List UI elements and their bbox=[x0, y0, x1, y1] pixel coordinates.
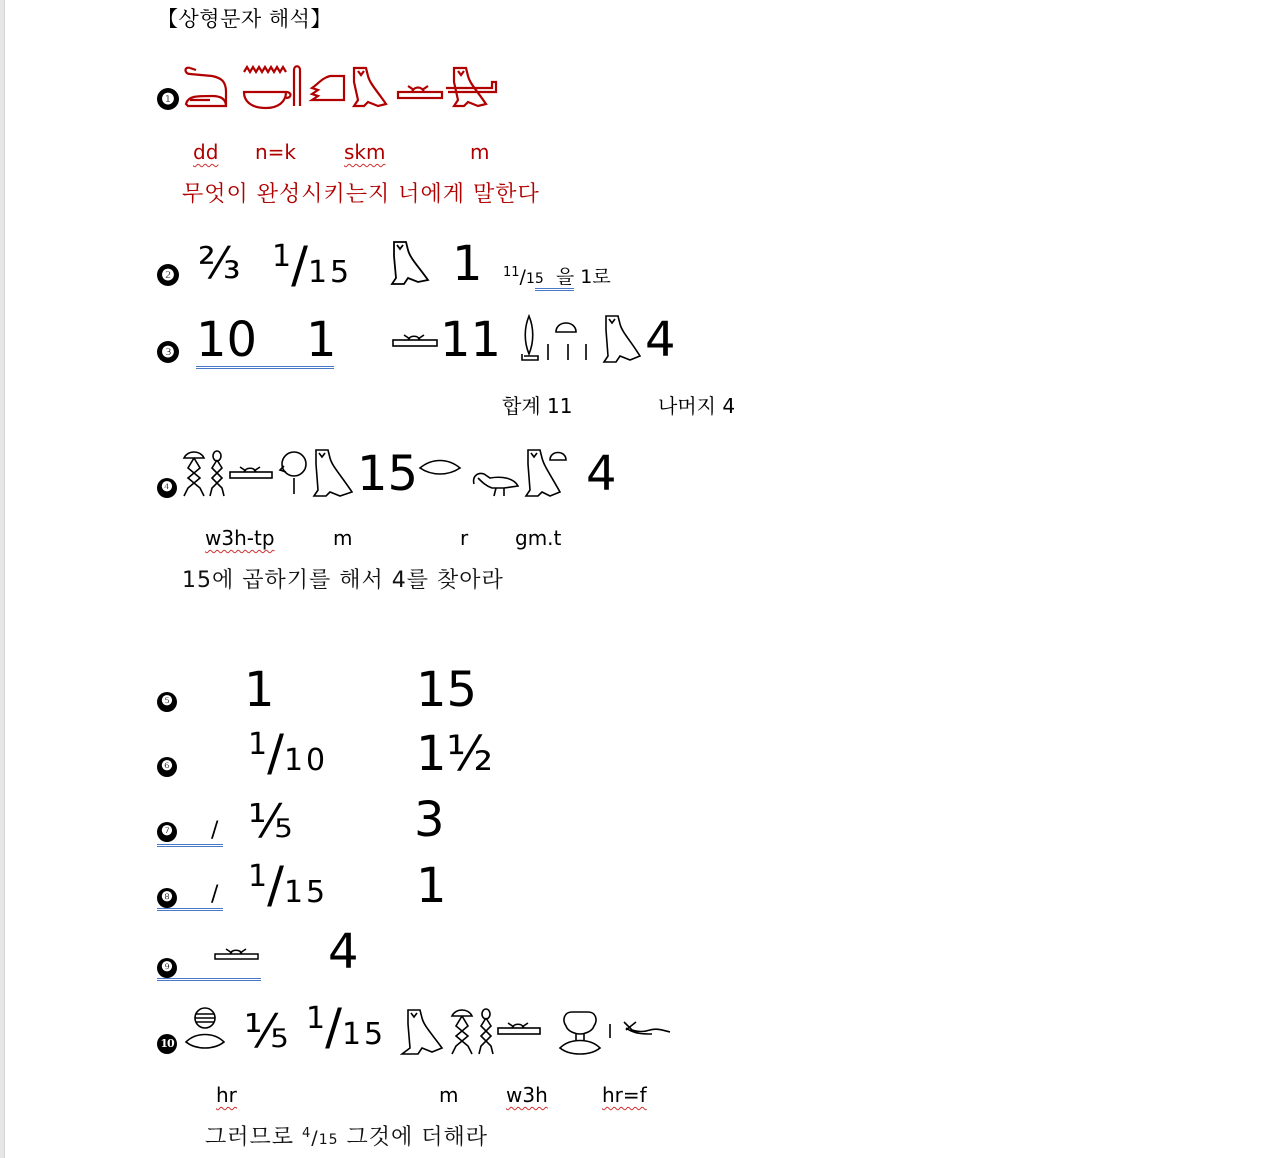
line-10-frac-b: 1/15 bbox=[306, 998, 387, 1056]
owl-glyph-icon bbox=[314, 450, 352, 496]
row-8-check-mark: / bbox=[211, 882, 219, 907]
owl-glyph-icon bbox=[388, 238, 434, 286]
water-glyph-icon bbox=[244, 67, 286, 72]
line-3-sandbar bbox=[392, 332, 438, 348]
mouth-glyph-icon bbox=[420, 461, 460, 475]
line-4-value-4: 4 bbox=[586, 446, 617, 502]
head-glyph-icon bbox=[280, 452, 306, 494]
face-glyph-icon bbox=[560, 1012, 600, 1054]
row-7-marker bbox=[157, 820, 223, 847]
line-1-translit-2: n=k bbox=[255, 140, 297, 164]
line-4-value-15: 15 bbox=[357, 446, 419, 502]
page-left-edge bbox=[0, 0, 5, 1158]
line-10-glyph-a bbox=[182, 1006, 226, 1054]
circled-number-3: ❸ bbox=[157, 341, 179, 363]
line-10-glyphs bbox=[400, 1008, 672, 1058]
line-3-label-sum: 합계 11 bbox=[502, 394, 573, 418]
line-2-one: 1 bbox=[452, 236, 483, 292]
twisted-flax-glyph-icon bbox=[479, 1009, 493, 1054]
line-2-number bbox=[157, 264, 179, 286]
line-10-translit-1: hr bbox=[216, 1083, 237, 1107]
row-7-right: 3 bbox=[414, 792, 445, 848]
circled-number-7: ❼ bbox=[157, 822, 177, 842]
line-3-number bbox=[157, 341, 179, 363]
line-4-translit-4: gm.t bbox=[515, 526, 562, 550]
row-6-right: 1½ bbox=[416, 726, 494, 782]
twisted-flax-glyph-icon bbox=[210, 451, 224, 496]
face-sun-glyph-icon bbox=[182, 1006, 226, 1054]
basket-glyph-icon bbox=[244, 92, 291, 108]
owl-glyph-icon bbox=[402, 1010, 442, 1054]
line-1-number bbox=[157, 88, 179, 110]
line-10-translit-4: hr=f bbox=[602, 1083, 647, 1107]
sandbar-glyph-icon bbox=[214, 946, 260, 962]
line-4-translit-2: m bbox=[333, 526, 353, 550]
hand-glyph-icon bbox=[186, 96, 226, 106]
line-10-translit-3: w3h bbox=[506, 1083, 548, 1107]
document-title: 【상형문자 해석】 bbox=[157, 7, 332, 31]
line-4-number bbox=[157, 476, 177, 498]
reed-leaf-glyph-icon bbox=[522, 316, 538, 360]
line-3-glyphs bbox=[520, 314, 650, 366]
row-9-right: 4 bbox=[328, 924, 359, 980]
line-4-translit-3: r bbox=[460, 526, 469, 550]
line-1-translit-1: dd bbox=[193, 140, 219, 164]
circled-number-8: ❽ bbox=[157, 888, 177, 908]
line-2-fraction: 1/15 bbox=[272, 236, 353, 294]
line-3-values: 10 1 bbox=[196, 312, 337, 368]
row-5-right: 15 bbox=[416, 662, 478, 718]
line-2-two-thirds: ⅔ bbox=[198, 238, 241, 289]
twisted-flax-glyph-icon bbox=[452, 1010, 472, 1054]
line-4-translit-1: w3h-tp bbox=[205, 526, 275, 550]
line-2-note: $^{11}$/15 을 1로 bbox=[503, 262, 611, 289]
line-1-hieroglyphs bbox=[182, 62, 502, 114]
sandbar-glyph-icon bbox=[498, 1023, 540, 1034]
row-5-number bbox=[157, 690, 177, 712]
ibis-glyph-icon bbox=[474, 473, 518, 496]
circled-number-2: ❷ bbox=[157, 264, 179, 286]
row-5-left: 1 bbox=[244, 662, 275, 718]
line-10-frac-a: ⅕ bbox=[244, 1004, 289, 1058]
sandbar-glyph-icon bbox=[392, 332, 438, 348]
circled-number-10: 10 bbox=[157, 1034, 177, 1054]
row-8-right: 1 bbox=[416, 858, 447, 914]
owl-glyph-icon bbox=[354, 68, 386, 106]
line-3-label-remain: 나머지 4 bbox=[658, 394, 736, 418]
bread-glyph-icon bbox=[556, 323, 576, 332]
owl-glyph-icon bbox=[604, 316, 640, 362]
circled-number-4: ❹ bbox=[157, 478, 177, 498]
row-7-check-mark: / bbox=[211, 818, 219, 843]
line-4-translation: 15에 곱하기를 해서 4를 찾아라 bbox=[182, 568, 504, 593]
line-1-translit-4: m bbox=[470, 140, 490, 164]
sandbar-glyph-icon bbox=[230, 467, 272, 478]
owl-glyph-icon bbox=[526, 450, 560, 496]
circled-number-5: ❺ bbox=[157, 692, 177, 712]
circled-number-9: ❾ bbox=[157, 958, 177, 978]
leaf-glyph-icon bbox=[312, 76, 344, 100]
sandbar-glyph-icon bbox=[398, 86, 442, 98]
line-1-translation: 무엇이 완성시키는지 너에게 말한다 bbox=[182, 182, 540, 207]
row-6-left: 1/10 bbox=[248, 724, 329, 782]
line-4-glyphs-a bbox=[182, 448, 358, 500]
circled-number-1: ❶ bbox=[157, 88, 179, 110]
twisted-flax-glyph-icon bbox=[184, 452, 204, 496]
line-10-number bbox=[157, 1032, 177, 1054]
row-8-left: 1/15 bbox=[248, 856, 329, 914]
line-4-glyphs-b bbox=[418, 448, 570, 500]
row-9-sandbar bbox=[214, 946, 260, 962]
stroke-glyph-icon bbox=[548, 344, 586, 360]
line-3-sum: 11 bbox=[440, 312, 502, 368]
owl-arm-glyph-icon bbox=[446, 68, 496, 106]
circled-number-6: ❻ bbox=[157, 757, 177, 777]
line-2-owl bbox=[388, 238, 434, 286]
bread-glyph-icon bbox=[550, 453, 566, 461]
line-10-translit-2: m bbox=[439, 1083, 459, 1107]
row-8-marker bbox=[157, 882, 223, 911]
line-10-translation: 그러므로 $^4$/15 그것에 더해라 bbox=[205, 1125, 489, 1150]
line-1-translit-3: skm bbox=[344, 140, 386, 164]
line-3-remain: 4 bbox=[645, 312, 676, 368]
reed-glyph-icon bbox=[294, 66, 300, 106]
row-6-number bbox=[157, 755, 177, 777]
horned-viper-glyph-icon bbox=[624, 1022, 670, 1034]
row-7-left: ⅕ bbox=[248, 794, 293, 848]
